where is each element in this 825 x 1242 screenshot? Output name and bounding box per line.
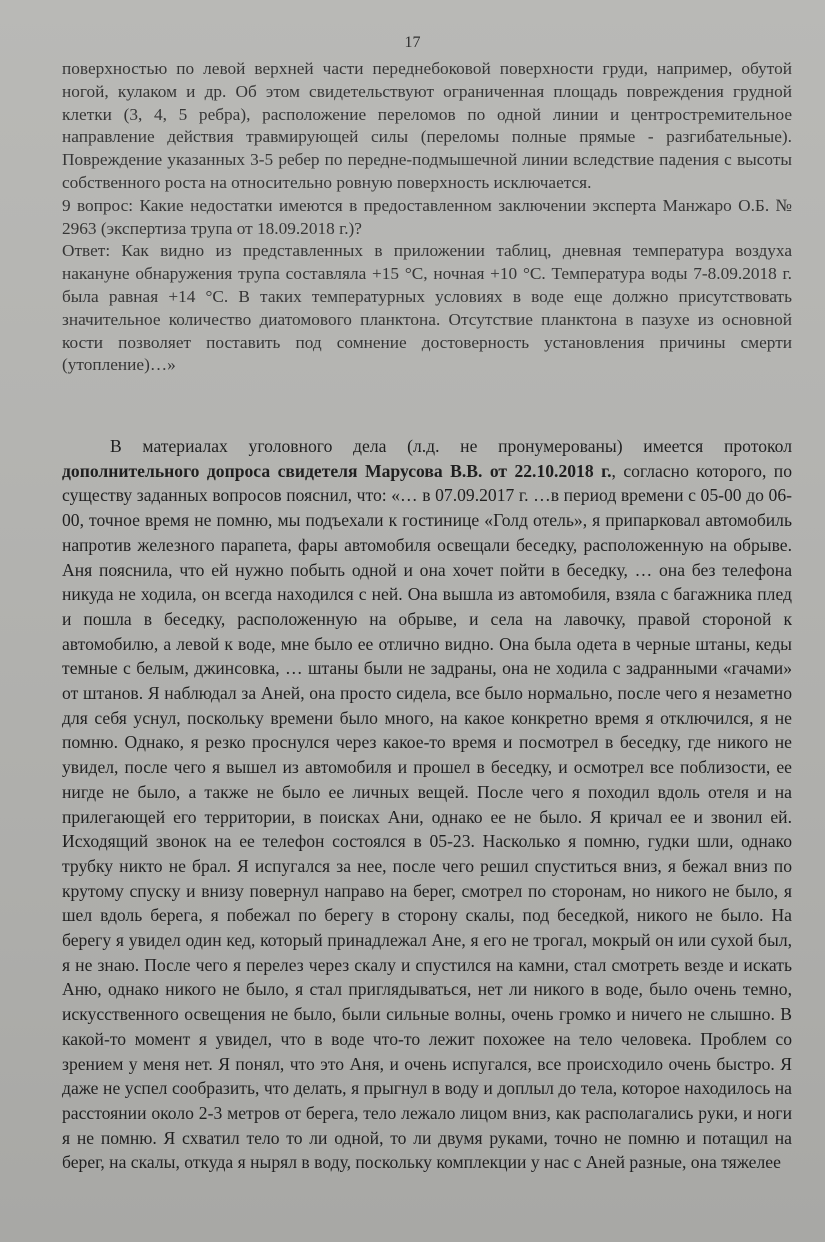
- answer-9: Ответ: Как видно из представленных в приложении таблиц, дневная температура воздуха накануне обнаружения трупа составляла +15 °С, ночная +10 °С. Температура воды 7-8.09.2018 г. была равная +14 °С. В таких температурных условиях в воде еще должно присутствовать значительное количество диатомового планктона. Отсутствие планктона в пазухе из основной кости позволяет поставить под сомнение достоверность установления причины смерти (утопление)…»: [62, 241, 792, 375]
- testimony-body: , согласно которого, по существу заданных вопросов пояснил, что: «… в 07.09.2017 г. …в период времени с 05-00 до 06-00, точное время не помню, мы подъехали к гостинице «Голд отель», я припарковал автомобиль напротив железного парапета, фары автомобиля освещали беседку, расположенную на обрыве. Аня пояснила, что ей нужно побыть одной и она хочет пойти в беседку, … она без телефона никуда не ходила, он всегда находился с ней. Она вышла из автомобиля, взяла с багажника плед и пошла в беседку, расположенную на обрыве, и села на лавочку, правой стороной к автомобилю, а левой к воде, мне было ее отлично видно. Она была одета в черные штаны, кеды темные с белым, джинсовка, … штаны были не задраны, она не ходила с задранными «гачами» от штанов. Я наблюдал за Аней, она просто сидела, все было нормально, после чего я незаметно для себя уснул, поскольку времени было много, на какое конкретно время я отключился, я не помню. Однако, я резко проснулся через какое-то время и посмотрел в беседку, где никого не увидел, после чего я вышел из автомобиля и прошел в беседку, и осмотрел все поблизости, ее нигде не было, а также не было ее личных вещей. После чего я походил вдоль отеля и на прилегающей его территории, в поисках Ани, однако ее не было. Я кричал ее и звонил ей. Исходящий звонок на ее телефон состоялся в 05-23. Насколько я помню, гудки шли, однако трубку никто не брал. Я испугался за нее, после чего решил спуститься вниз, я бежал вниз по крутому спуску и внизу повернул направо на берег, смотрел по сторонам, но никого не было, я шел вдоль берега, я побежал по берегу в сторону скалы, под беседкой, никого не было. На берегу я увидел один кед, который принадлежал Ане, я его не трогал, мокрый он или сухой был, я не знаю. После чего я перелез через скалу и спустился на камни, стал смотреть везде и искать Аню, однако никого не было, я стал приглядываться, нет ли никого в воде, было очень темно, искусственного освещения не было, были сильные волны, очень громко и ничего не слышно. В какой-то момент я увидел, что в воде что-то лежит похожее на тело человека. Проблем со зрением у меня нет. Я понял, что это Аня, и очень испугался, все происходило очень быстро. Я даже не успел сообразить, что делать, я прыгнул в воду и доплыл до тела, которое находилось на расстоянии около 2-3 метров от берега, тело лежало лицом вниз, как располагались руки, и ноги я не помню. Я схватил тело то ли одной, то ли двумя руками, точно не помню и потащил на берег, на скалы, откуда я нырял в воду, поскольку комплекции у нас с Аней разные, она тяжелее: [62, 460, 792, 1173]
- witness-testimony-block: [62, 434, 792, 1175]
- testimony-intro: В материалах уголовного дела (л.д. не пронумерованы) имеется протокол: [110, 436, 792, 456]
- testimony-title: дополнительного допроса свидетеля Марусова В.В. от 22.10.2018 г.: [62, 460, 612, 481]
- question-9: 9 вопрос: Какие недостатки имеются в предоставленном заключении эксперта Манжаро О.Б. № 2963 (экспертиза трупа от 18.09.2018 г.)?: [62, 195, 792, 238]
- expert-answer-block: [62, 58, 792, 377]
- paragraph-rib-injury: поверхностью по левой верхней части переднебоковой поверхности груди, например, обутой ногой, кулаком и др. Об этом свидетельствуют ограниченная площадь повреждения грудной клетки (3, 4, 5 ребра), расположение переломов по одной линии и центростремительное направление действия травмирующей силы (переломы полные прямые - разгибательные). Повреждение указанных 3-5 ребер по передне-подмышечной линии вследствие падения с высоты собственного роста на относительно ровную поверхность исключается.: [62, 59, 792, 192]
- testimony-paragraph: [62, 434, 792, 1175]
- page-number: 17: [404, 34, 421, 51]
